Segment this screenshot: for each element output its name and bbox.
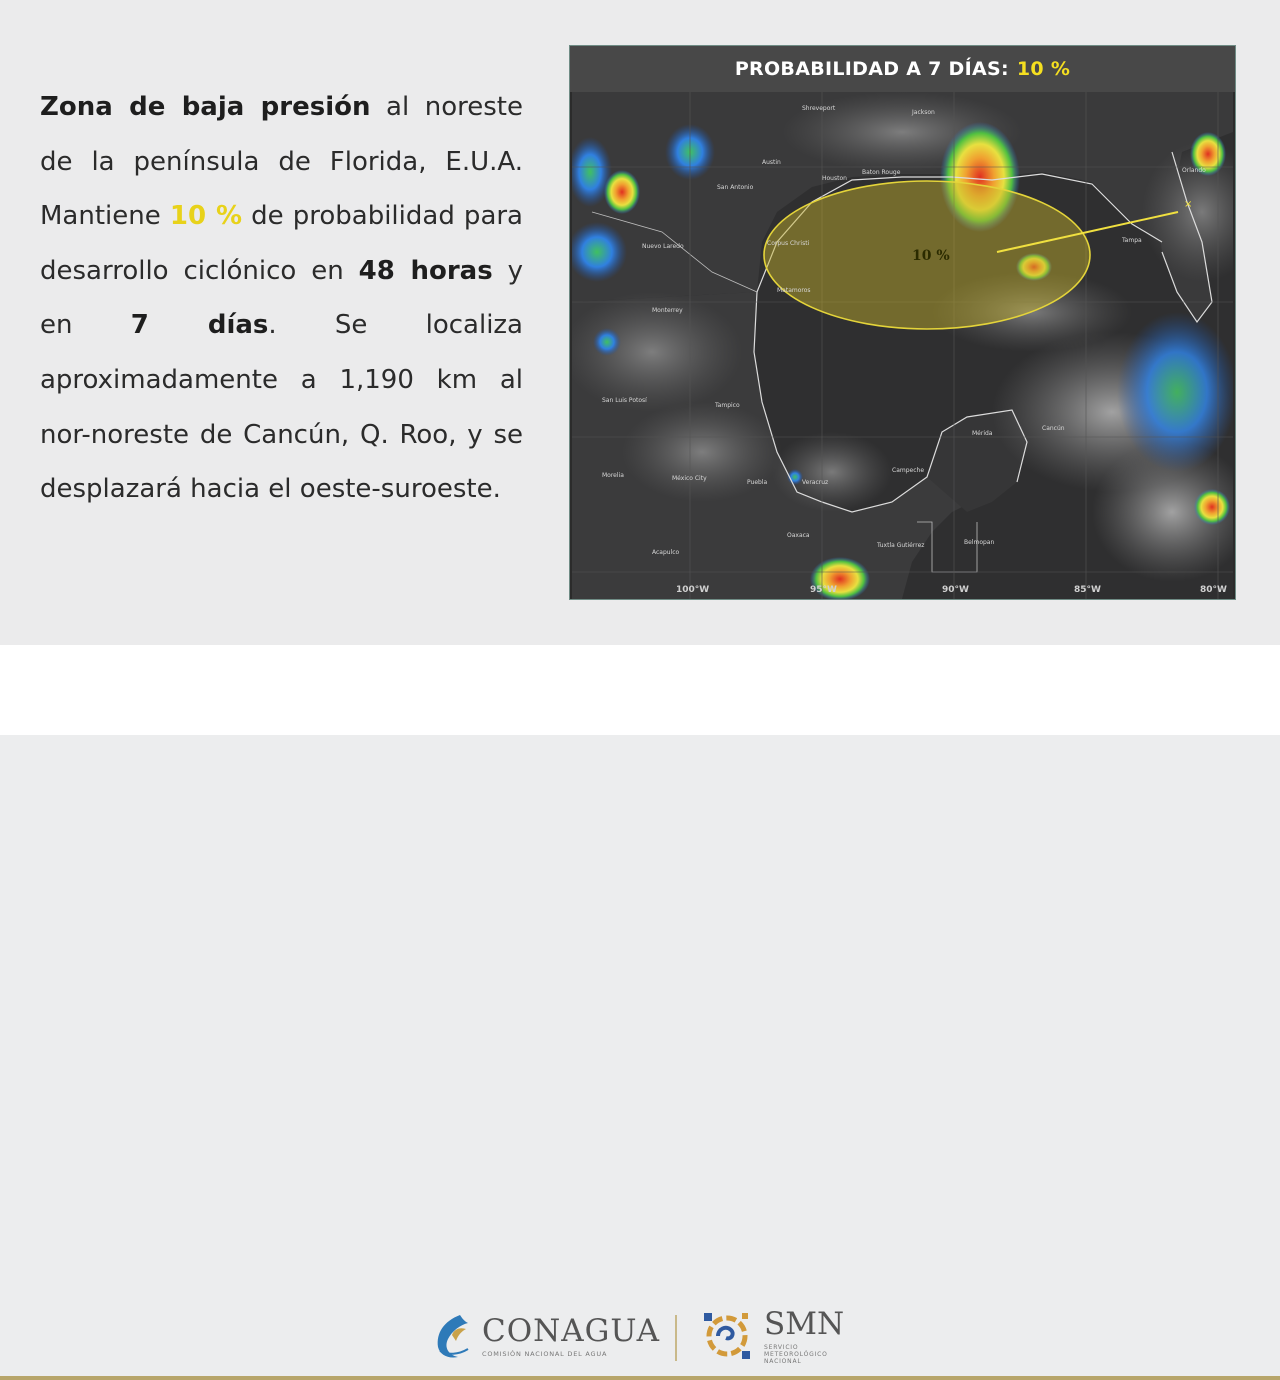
panel-probability-value: 10 % — [1016, 58, 1071, 80]
bulletin-text-4: de probabilidad para desarrollo ciclónico en — [40, 201, 523, 286]
bulletin-text-6: y en — [40, 255, 524, 341]
smn-name: SMN — [764, 1306, 845, 1342]
bulletin-text-2: al noreste de la península de Florida, E.U.A. Mantiene — [40, 92, 523, 232]
city-label: Orlando — [1182, 167, 1206, 174]
city-label: Puebla — [747, 479, 768, 486]
city-label: Morelia — [602, 472, 624, 479]
bulletin-bold-7d: 7 días — [130, 310, 269, 341]
bulletin-text — [40, 80, 523, 517]
satellite-image — [572, 92, 1233, 599]
city-label: Acapulco — [652, 549, 680, 556]
bulletin-text-8: . Se localiza aproximadamente a 1,190 km al nor-noreste de Cancún, Q. Roo, y se desplazará hacia el oeste-suroeste. — [40, 310, 523, 505]
city-label: Belmopan — [964, 539, 995, 546]
city-label: Corpus Christi — [767, 240, 810, 247]
smn-subtitle-2: METEOROLÓGICO — [764, 1351, 828, 1358]
city-label: Austin — [762, 159, 781, 166]
city-label: Tampico — [715, 402, 740, 409]
city-label: Houston — [822, 175, 847, 182]
smn-subtitle-3: NACIONAL — [764, 1358, 802, 1365]
main-area — [0, 0, 1280, 645]
city-label: Cancún — [1042, 425, 1065, 432]
bulletin-bold-1: Zona de baja presión — [40, 92, 371, 122]
footer — [0, 645, 1280, 1365]
smn-logo — [698, 1307, 844, 1365]
city-label: San Antonio — [717, 184, 754, 191]
conagua-subtitle: COMISIÓN NACIONAL DEL AGUA — [482, 1350, 608, 1358]
city-label: Jackson — [912, 109, 935, 116]
logo-divider — [675, 1315, 677, 1361]
satellite-map — [572, 92, 1233, 599]
conagua-emblem-icon — [430, 1311, 472, 1361]
city-label: Baton Rouge — [862, 169, 901, 176]
city-label: Matamoros — [777, 287, 811, 294]
system-marker: × — [1184, 199, 1193, 210]
city-label: Veracruz — [802, 479, 829, 486]
city-label: Mérida — [972, 430, 993, 437]
smn-emblem-icon — [698, 1309, 756, 1363]
conagua-logo — [430, 1307, 660, 1365]
city-label: Tampa — [1122, 237, 1142, 244]
city-label: Nuevo Laredo — [642, 243, 684, 250]
city-label: México City — [672, 475, 707, 482]
panel-title: PROBABILIDAD A 7 DÍAS: — [734, 58, 1009, 80]
city-label: San Luis Potosí — [602, 397, 647, 404]
city-label: Oaxaca — [787, 532, 810, 539]
satellite-panel — [569, 45, 1236, 600]
city-label: Tuxtla Gutiérrez — [877, 542, 925, 549]
lon-tick: 90°W — [942, 585, 969, 595]
conagua-name: CONAGUA — [482, 1313, 660, 1349]
probability-highlight: 10 % — [169, 201, 242, 232]
footer-accent-line — [0, 1376, 1280, 1380]
lon-tick: 80°W — [1200, 585, 1227, 595]
city-label: Shreveport — [802, 105, 836, 112]
lon-tick: 95°W — [810, 585, 837, 595]
smn-subtitle-1: SERVICIO — [764, 1344, 799, 1351]
city-label: Monterrey — [652, 307, 683, 314]
panel-header — [570, 46, 1235, 92]
lon-tick: 85°W — [1074, 585, 1101, 595]
zone-label: 10 % — [912, 248, 950, 264]
bulletin-bold-48h: 48 horas — [358, 255, 493, 286]
city-label: Campeche — [892, 467, 925, 474]
lon-tick: 100°W — [676, 585, 710, 595]
